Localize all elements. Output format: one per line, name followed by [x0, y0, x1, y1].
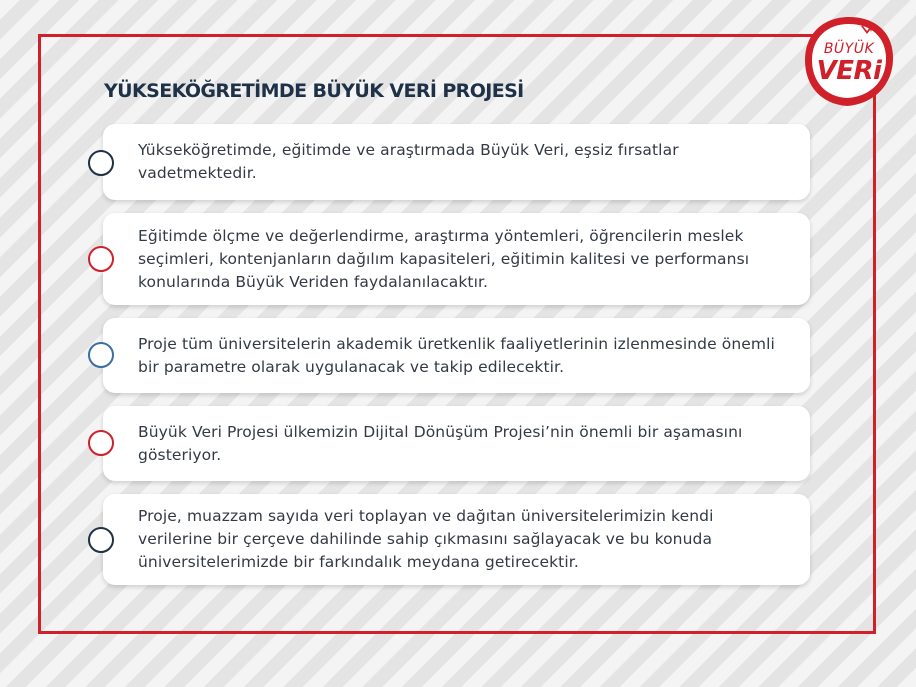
list-item-text: Büyük Veri Projesi ülkemizin Dijital Dönüşüm Projesi’nin önemli bir aşamasını gösteriyor.: [138, 422, 743, 464]
bullet-circle-icon: [88, 430, 114, 456]
list-item-text: Yükseköğretimde, eğitimde ve araştırmada Büyük Veri, eşsiz fırsatlar vadetmektedir.: [138, 141, 679, 182]
logo-text-line1: BÜYÜK: [823, 41, 875, 57]
bullet-circle-icon: [88, 150, 114, 176]
bullet-circle-icon: [88, 527, 114, 553]
list-item: [103, 406, 810, 481]
page-title: YÜKSEKÖĞRETİMDE BÜYÜK VERİ PROJESİ: [104, 80, 524, 102]
logo-text: [801, 14, 897, 110]
list-item: [103, 124, 810, 200]
list-item: [103, 318, 810, 393]
bullet-circle-icon: [88, 246, 114, 272]
bullet-circle-icon: [88, 342, 114, 368]
list-item-text: Proje, muazzam sayıda veri toplayan ve dağıtan üniversitelerimizin kendi verilerine bir çerçeve dahilinde sahip çıkmasını sağlayacak ve bu konuda üniversitelerimizde bir farkındalık meydana getirecektir.: [138, 507, 714, 571]
list-item: [103, 213, 810, 305]
buyuk-veri-logo: [801, 14, 897, 110]
list-item-text: Proje tüm üniversitelerin akademik üretkenlik faaliyetlerinin izlenmesinde önemli bir parametre olarak uygulanacak ve takip edilecektir.: [138, 334, 775, 376]
list-item: [103, 494, 810, 585]
logo-text-line2: VERi: [816, 56, 882, 86]
list-item-text: Eğitimde ölçme ve değerlendirme, araştırma yöntemleri, öğrencilerin meslek seçimleri, kontenjanların dağılım kapasiteleri, eğitimin kalitesi ve performansı konularında Büyük Veriden faydalanılacaktır.: [138, 226, 750, 291]
